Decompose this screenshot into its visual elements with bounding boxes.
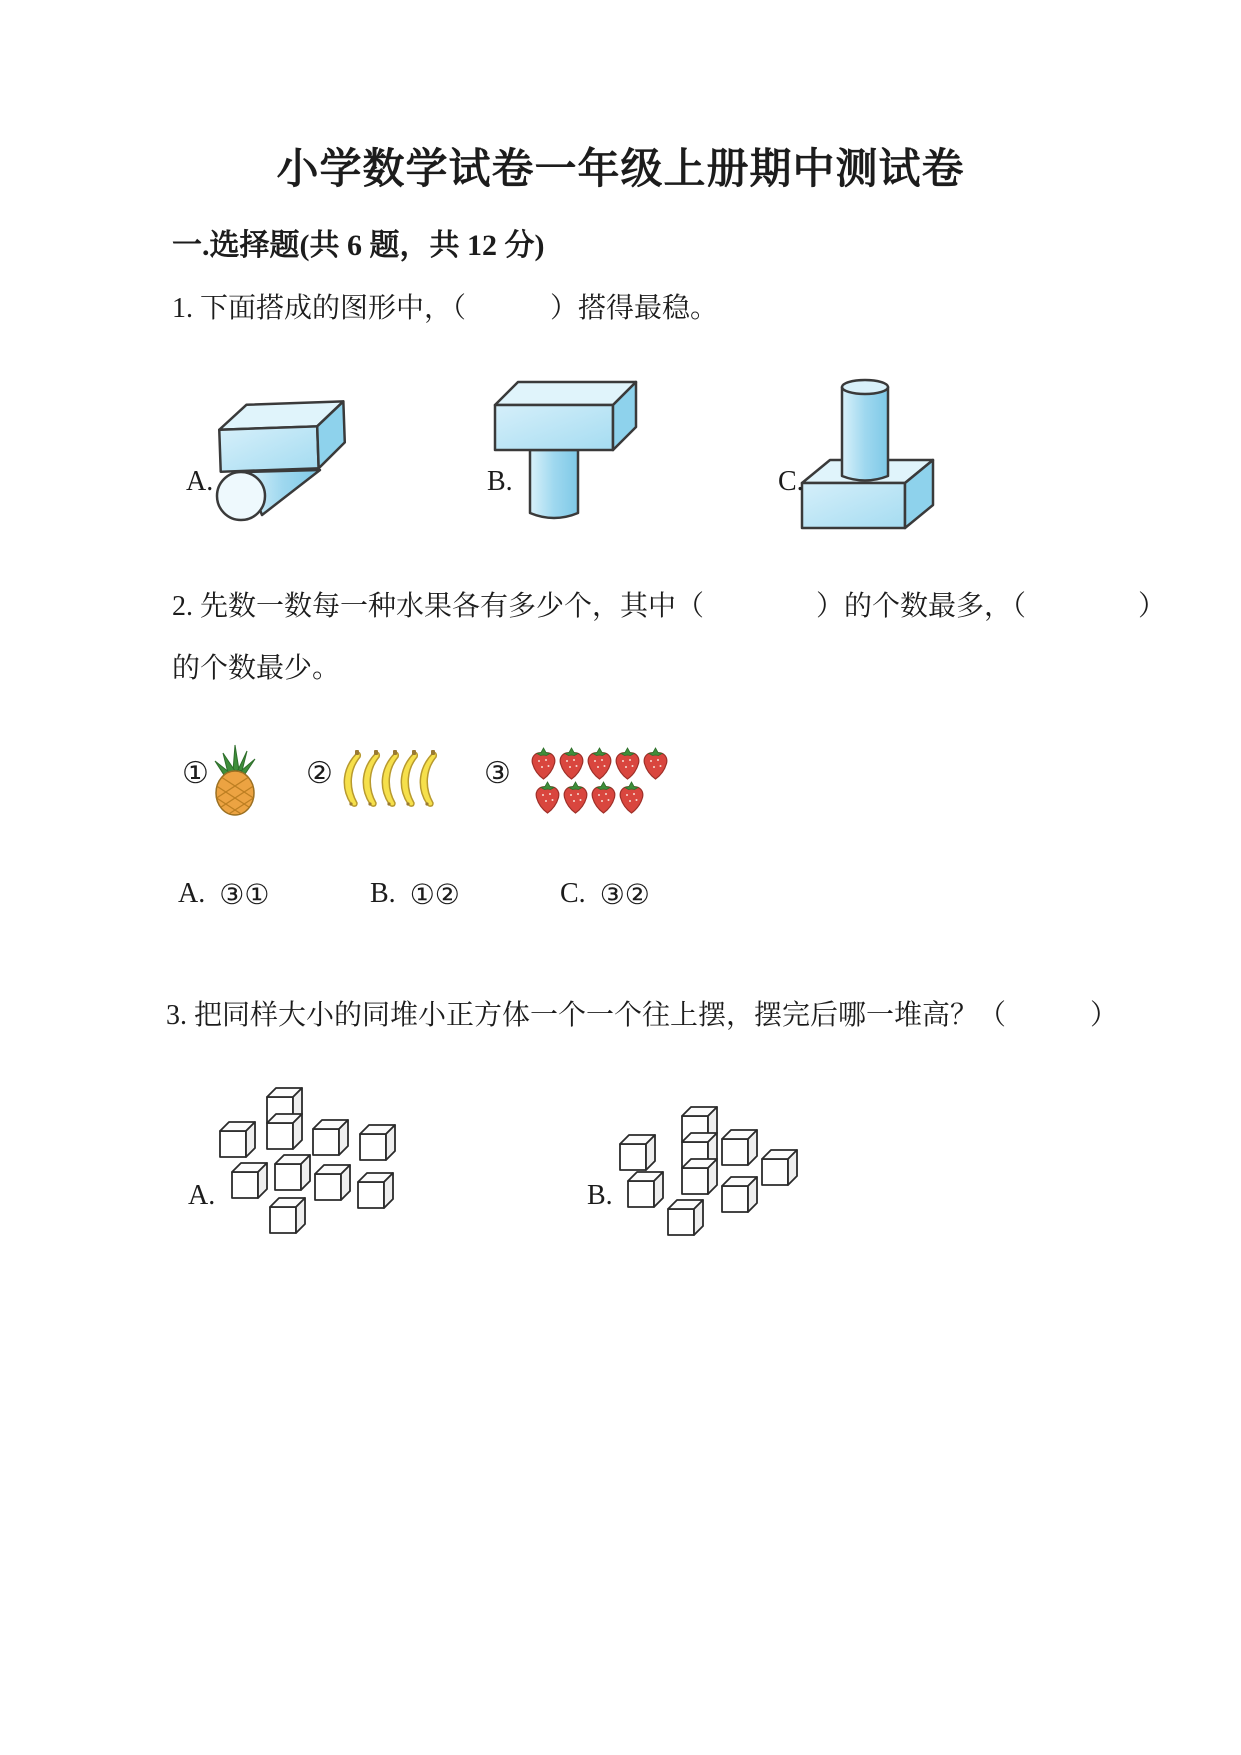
cube-icon	[270, 1198, 305, 1233]
q2-option-b	[370, 878, 460, 912]
figure-a-cube-pile	[220, 1088, 395, 1233]
strawberry-icon	[620, 782, 643, 813]
cube-icon	[722, 1130, 757, 1165]
cube-icon	[313, 1120, 348, 1155]
strawberry-icon	[644, 748, 667, 779]
question-2-text-line1: 2. 先数一数每一种水果各有多少个，其中（ ）的个数最多，（ ）	[172, 591, 1167, 622]
strawberry-icon	[592, 782, 615, 813]
figure-c-cylinder-on-cuboid	[802, 380, 933, 528]
fruit-group-1-label: ①	[182, 757, 209, 790]
cube-icon	[315, 1165, 350, 1200]
q2-option-c	[560, 878, 650, 912]
cube-icon	[682, 1159, 717, 1194]
figure-b-cuboid-on-standing-cylinder	[495, 382, 636, 518]
cube-icon	[232, 1163, 267, 1198]
banana-icon	[420, 750, 436, 806]
q1-option-a-label: A.	[186, 466, 214, 497]
fruit-group-2-label: ②	[306, 757, 333, 790]
section-heading: 一.选择题(共 6 题，共 12 分)	[172, 229, 545, 262]
strawberry-group	[532, 748, 667, 813]
q2-option-a-label: A.	[178, 878, 206, 909]
q1-option-c-label: C.	[778, 466, 804, 497]
cube-icon	[267, 1114, 302, 1149]
q2-option-c-label: C.	[560, 878, 586, 909]
question-1-figures	[170, 330, 960, 570]
banana-icon	[382, 750, 398, 806]
strawberry-icon	[588, 748, 611, 779]
pineapple-icon	[215, 745, 255, 835]
figure-a-cuboid-on-lying-cylinder	[217, 401, 346, 520]
strawberry-icon	[560, 748, 583, 779]
banana-group	[344, 750, 436, 806]
q2-option-c-value: ③②	[599, 880, 650, 911]
q2-option-a-value: ③①	[219, 880, 270, 911]
question-2-text-line2: 的个数最少。	[172, 653, 341, 684]
q3-option-b-label: B.	[587, 1180, 613, 1211]
banana-icon	[401, 750, 417, 806]
cube-icon	[668, 1200, 703, 1235]
q1-option-b-label: B.	[487, 466, 513, 497]
banana-icon	[363, 750, 379, 806]
question-3-text: 3. 把同样大小的同堆小正方体一个一个往上摆，摆完后哪一堆高？（ ）	[166, 1000, 1119, 1031]
cube-icon	[358, 1173, 393, 1208]
strawberry-icon	[532, 748, 555, 779]
cube-icon	[620, 1135, 655, 1170]
q3-option-a-label: A.	[188, 1180, 216, 1211]
page-title: 小学数学试卷一年级上册期中测试卷	[276, 147, 965, 193]
question-1-text: 1. 下面搭成的图形中，（ ）搭得最稳。	[172, 293, 719, 324]
figure-b-cube-pile	[620, 1107, 797, 1235]
question-2-fruit-figures	[170, 735, 710, 860]
question-3-cube-figures	[150, 1060, 960, 1260]
cube-icon	[275, 1155, 310, 1190]
q2-option-b-label: B.	[370, 878, 396, 909]
cube-icon	[762, 1150, 797, 1185]
fruit-group-3-label: ③	[484, 757, 511, 790]
strawberry-icon	[536, 782, 559, 813]
cube-icon	[360, 1125, 395, 1160]
q2-option-a	[178, 878, 269, 912]
cube-icon	[220, 1122, 255, 1157]
strawberry-icon	[564, 782, 587, 813]
cube-icon	[722, 1177, 757, 1212]
strawberry-icon	[616, 748, 639, 779]
q2-option-b-value: ①②	[409, 880, 460, 911]
cube-icon	[628, 1172, 663, 1207]
banana-icon	[344, 750, 360, 806]
